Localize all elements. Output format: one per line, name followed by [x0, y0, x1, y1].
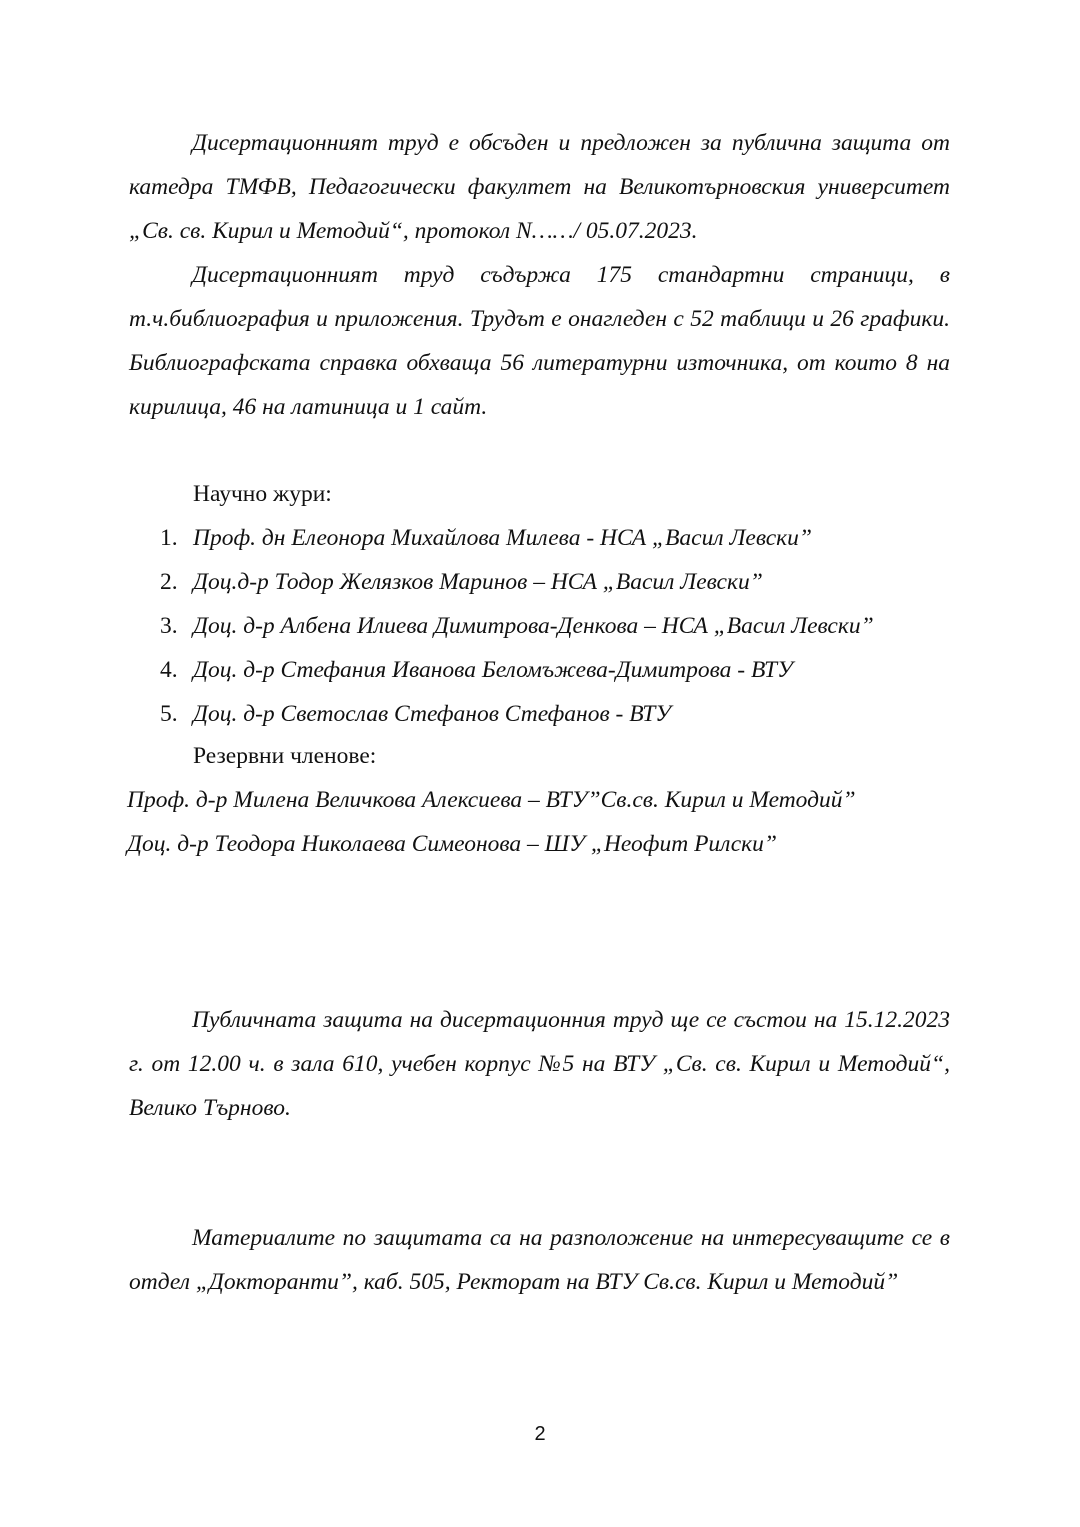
contents-paragraph: Дисертационният труд съдържа 175 стандартни страници, в т.ч.библиография и приложения. Трудът е онагледен с 52 таблици и 26 графики. Библиографската справка обхваща 56 литературни източника, от които 8 на кирилица, 46 на латиница и 1 сайт.	[129, 262, 950, 420]
jury-member-number: 5.	[160, 701, 178, 727]
jury-member-name: Доц. д-р Албена Илиева Димитрова-Денкова – НСА „Васил Левски”	[193, 613, 874, 639]
jury-member-number: 1.	[160, 525, 178, 551]
jury-member-name: Проф. дн Елеонора Михайлова Милева - НСА „Васил Левски”	[193, 525, 812, 551]
jury-member	[0, 604, 1080, 648]
jury-member-name: Доц. д-р Стефания Иванова Беломъжева-Димитрова - ВТУ	[193, 657, 793, 683]
jury-member-number: 4.	[160, 657, 178, 683]
reserve-member: Проф. д-р Милена Величкова Алексиева – ВТУ”Св.св. Кирил и Методий”	[127, 787, 856, 813]
materials-paragraph: Материалите по защитата са на разположение на интересуващите се в отдел „Докторанти”, каб. 505, Ректорат на ВТУ Св.св. Кирил и Методий”	[129, 1225, 950, 1295]
jury-heading: Научно жури:	[193, 481, 332, 507]
jury-member	[0, 516, 1080, 560]
jury-member-number: 3.	[160, 613, 178, 639]
jury-member	[0, 560, 1080, 604]
jury-member-number: 2.	[160, 569, 178, 595]
jury-member	[0, 692, 1080, 736]
reserve-member: Доц. д-р Теодора Николаева Симеонова – ШУ „Неофит Рилски”	[127, 831, 777, 857]
jury-member-name: Доц.д-р Тодор Желязков Маринов – НСА „Васил Левски”	[193, 569, 763, 595]
defense-paragraph: Публичната защита на дисертационния труд ще се състои на 15.12.2023 г. от 12.00 ч. в зала 610, учебен корпус №5 на ВТУ „Св. св. Кирил и Методий“, Велико Търново.	[129, 1007, 950, 1121]
reserve-list	[127, 778, 856, 866]
jury-member-name: Доц. д-р Светослав Стефанов Стефанов - ВТУ	[193, 701, 672, 727]
page-number: 2	[534, 1423, 546, 1445]
jury-member	[0, 648, 1080, 692]
reserve-heading: Резервни членове:	[193, 743, 377, 769]
jury-list	[0, 516, 1080, 736]
discussion-paragraph: Дисертационният труд е обсъден и предложен за публична защита от катедра ТМФВ, Педагогически факултет на Великотърновския университет „Св. св. Кирил и Методий“, протокол N……/ 05.07.2023.	[129, 130, 950, 244]
